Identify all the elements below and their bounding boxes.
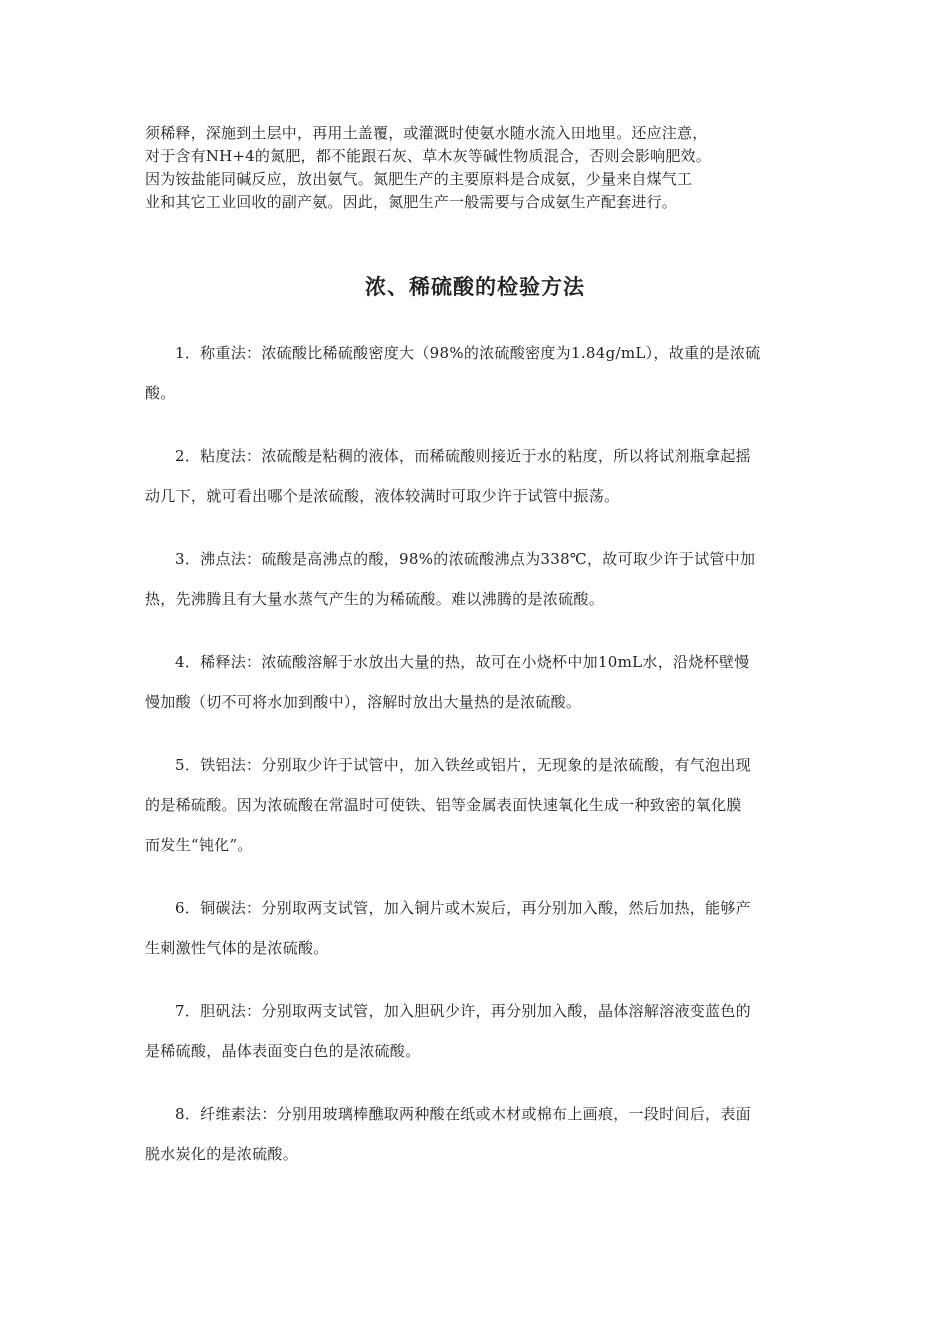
method-text-line: 而发生“钝化”。 [145,836,253,854]
method-text-line: 3．沸点法：硫酸是高沸点的酸，98%的浓硫酸沸点为338℃，故可取少许于试管中加 [175,550,756,568]
intro-line: 因为铵盐能同碱反应，放出氨气。氮肥生产的主要原料是合成氨，少量来自煤气工 [145,170,693,188]
method-text-line: 慢加酸（切不可将水加到酸中），溶解时放出大量热的是浓硫酸。 [145,693,582,711]
intro-paragraph [145,122,825,214]
method-text-line: 8．纤维素法：分别用玻璃棒醮取两种酸在纸或木材或棉布上画痕，一段时间后，表面 [175,1105,751,1123]
method-text-line: 脱水炭化的是浓硫酸。 [145,1145,299,1163]
method-text-line: 的是稀硫酸。因为浓硫酸在常温时可使铁、铝等金属表面快速氧化生成一种致密的氧化膜 [145,796,742,814]
intro-line: 须稀释，深施到土层中，再用土盖覆，或灌溉时使氨水随水流入田地里。还应注意， [145,124,708,142]
method-text-line: 7．胆矾法：分别取两支试管，加入胆矾少许，再分别加入酸，晶体溶解溶液变蓝色的 [175,1002,751,1020]
method-item-weighing [145,333,810,413]
intro-line: 对于含有NH+4的氮肥，都不能跟石灰、草木灰等碱性物质混合，否则会影响肥效。 [145,147,711,165]
method-text-line: 热，先沸腾且有大量水蒸气产生的为稀硫酸。难以沸腾的是浓硫酸。 [145,590,605,608]
method-item-viscosity [145,436,810,516]
section-title: 浓、稀硫酸的检验方法 [365,275,585,299]
method-item-cellulose [145,1094,810,1174]
method-list [145,333,810,1197]
method-text-line: 2．粘度法：浓硫酸是粘稠的液体，而稀硫酸则接近于水的粘度，所以将试剂瓶拿起摇 [175,447,751,465]
method-item-dilution [145,642,810,722]
method-text-line: 是稀硫酸，晶体表面变白色的是浓硫酸。 [145,1042,421,1060]
method-item-iron-aluminum [145,745,810,865]
method-text-line: 4．稀释法：浓硫酸溶解于水放出大量的热，故可在小烧杯中加10mL水，沿烧杯壁慢 [175,653,750,671]
method-text-line: 动几下，就可看出哪个是浓硫酸，液体较满时可取少许于试管中振荡。 [145,487,620,505]
method-item-blue-vitriol [145,991,810,1071]
intro-line: 业和其它工业回收的副产氨。因此，氮肥生产一般需要与合成氨生产配套进行。 [145,193,678,211]
method-text-line: 5．铁铝法：分别取少许于试管中，加入铁丝或铝片，无现象的是浓硫酸，有气泡出现 [175,756,751,774]
method-text-line: 生刺激性气体的是浓硫酸。 [145,939,329,957]
method-text-line: 1．称重法：浓硫酸比稀硫酸密度大（98%的浓硫酸密度为1.84g/mL），故重的是浓硫 [175,344,761,362]
method-item-boiling-point [145,539,810,619]
method-item-copper-carbon [145,888,810,968]
method-text-line: 酸。 [145,384,176,402]
method-text-line: 6．铜碳法：分别取两支试管，加入铜片或木炭后，再分别加入酸，然后加热，能够产 [175,899,751,917]
